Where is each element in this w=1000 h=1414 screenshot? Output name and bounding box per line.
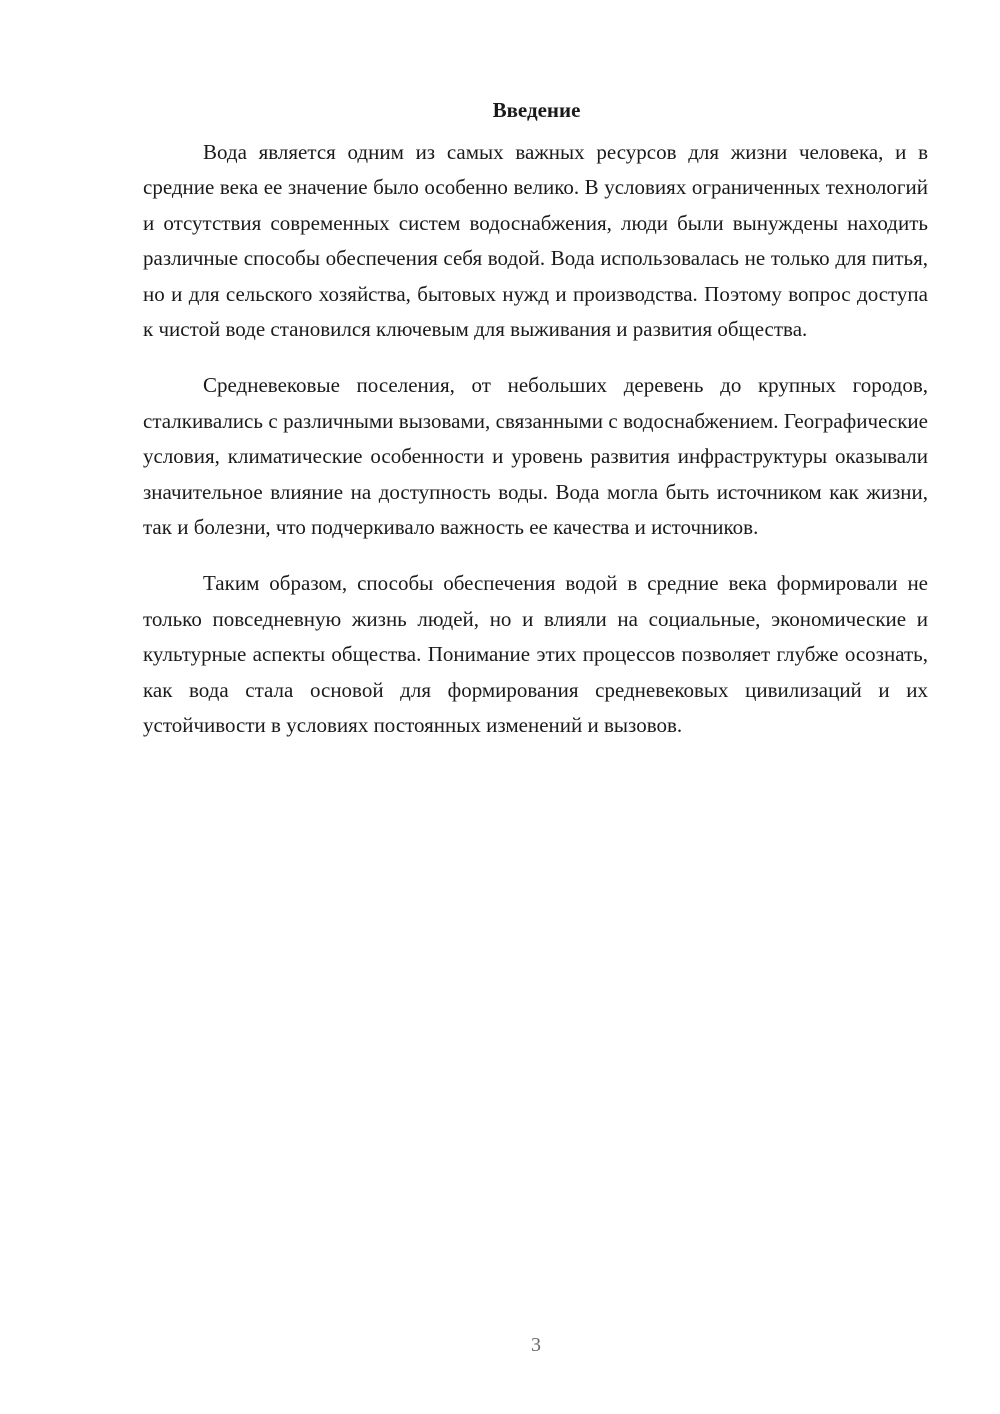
page-content xyxy=(143,95,928,765)
paragraph-conclusion: Таким образом, способы обеспечения водой в средние века формировали не только повседневную жизнь людей, но и влияли на социальные, экономические и культурные аспекты общества. Понимание этих процессов позволяет глубже осознать, как вода стала основой для формирования средневековых цивилизаций и их устойчивости в условиях постоянных изменений и вызовов. xyxy=(143,571,928,738)
paragraph-settlements: Средневековые поселения, от небольших деревень до крупных городов, сталкивались с различными вызовами, связанными с водоснабжением. Географические условия, климатические особенности и уровень развития инфраструктуры оказывали значительное влияние на доступность воды. Вода могла быть источником как жизни, так и болезни, что подчеркивало важность ее качества и источников. xyxy=(143,373,928,540)
page-number: 3 xyxy=(531,1334,541,1356)
page-title: Введение xyxy=(492,98,581,122)
paragraph-introduction: Вода является одним из самых важных ресурсов для жизни человека, и в средние века ее значение было особенно велико. В условиях ограниченных технологий и отсутствия современных систем водоснабжения, люди были вынуждены находить различные способы обеспечения себя водой. Вода использовалась не только для питья, но и для сельского хозяйства, бытовых нужд и производства. Поэтому вопрос доступа к чистой воде становился ключевым для выживания и развития общества. xyxy=(143,140,928,342)
